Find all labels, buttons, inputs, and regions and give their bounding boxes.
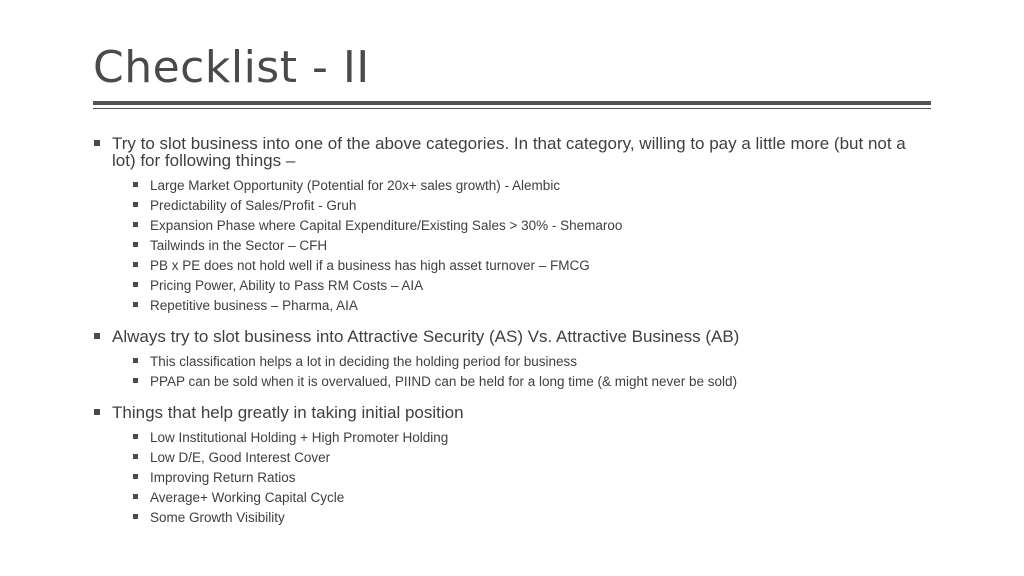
item-text: Improving Return Ratios — [150, 470, 296, 485]
list-item — [93, 468, 933, 488]
bullet-text: Try to slot business into one of the above categories. In that category, willing to pay a little more (but not a lot) for following things – — [112, 134, 906, 170]
square-bullet-icon — [94, 140, 100, 146]
square-bullet-icon — [133, 262, 138, 267]
bullet-level1 — [93, 404, 933, 421]
slide-content — [93, 135, 933, 537]
square-bullet-icon — [133, 302, 138, 307]
list-item — [93, 276, 933, 296]
section-2 — [93, 328, 933, 392]
slide-title: Checklist - II — [93, 42, 370, 93]
title-rule-thin — [93, 108, 931, 109]
bullet-text: Always try to slot business into Attractive Security (AS) Vs. Attractive Business (AB) — [112, 327, 740, 346]
bullet-text: Things that help greatly in taking initial position — [112, 403, 464, 422]
square-bullet-icon — [133, 474, 138, 479]
item-text: Expansion Phase where Capital Expenditure/Existing Sales > 30% - Shemaroo — [150, 218, 623, 233]
item-text: Pricing Power, Ability to Pass RM Costs – AIA — [150, 278, 424, 293]
list-item — [93, 428, 933, 448]
square-bullet-icon — [133, 358, 138, 363]
item-text: Predictability of Sales/Profit - Gruh — [150, 198, 357, 213]
list-item — [93, 372, 933, 392]
square-bullet-icon — [133, 434, 138, 439]
item-text: Some Growth Visibility — [150, 510, 285, 525]
item-text: PB x PE does not hold well if a business has high asset turnover – FMCG — [150, 258, 590, 273]
list-item — [93, 236, 933, 256]
list-item — [93, 448, 933, 468]
list-item — [93, 176, 933, 196]
square-bullet-icon — [133, 514, 138, 519]
section-3 — [93, 404, 933, 528]
square-bullet-icon — [133, 242, 138, 247]
list-item — [93, 216, 933, 236]
square-bullet-icon — [133, 454, 138, 459]
square-bullet-icon — [133, 202, 138, 207]
square-bullet-icon — [133, 494, 138, 499]
bullet-level1 — [93, 135, 933, 169]
item-text: Average+ Working Capital Cycle — [150, 490, 345, 505]
item-text: Tailwinds in the Sector – CFH — [150, 238, 328, 253]
item-text: Repetitive business – Pharma, AIA — [150, 298, 358, 313]
bullet-level1 — [93, 328, 933, 345]
item-text: Large Market Opportunity (Potential for 20x+ sales growth) - Alembic — [150, 178, 561, 193]
list-item — [93, 508, 933, 528]
square-bullet-icon — [133, 182, 138, 187]
list-item — [93, 296, 933, 316]
section-1 — [93, 135, 933, 316]
square-bullet-icon — [94, 333, 100, 339]
title-rule-thick — [93, 101, 931, 105]
list-item — [93, 488, 933, 508]
item-text: PPAP can be sold when it is overvalued, PIIND can be held for a long time (& might never be sold) — [150, 374, 738, 389]
item-text: This classification helps a lot in deciding the holding period for business — [150, 354, 577, 369]
list-item — [93, 256, 933, 276]
item-text: Low Institutional Holding + High Promoter Holding — [150, 430, 449, 445]
square-bullet-icon — [133, 222, 138, 227]
square-bullet-icon — [94, 409, 100, 415]
square-bullet-icon — [133, 282, 138, 287]
list-item — [93, 196, 933, 216]
square-bullet-icon — [133, 378, 138, 383]
list-item — [93, 352, 933, 372]
item-text: Low D/E, Good Interest Cover — [150, 450, 331, 465]
